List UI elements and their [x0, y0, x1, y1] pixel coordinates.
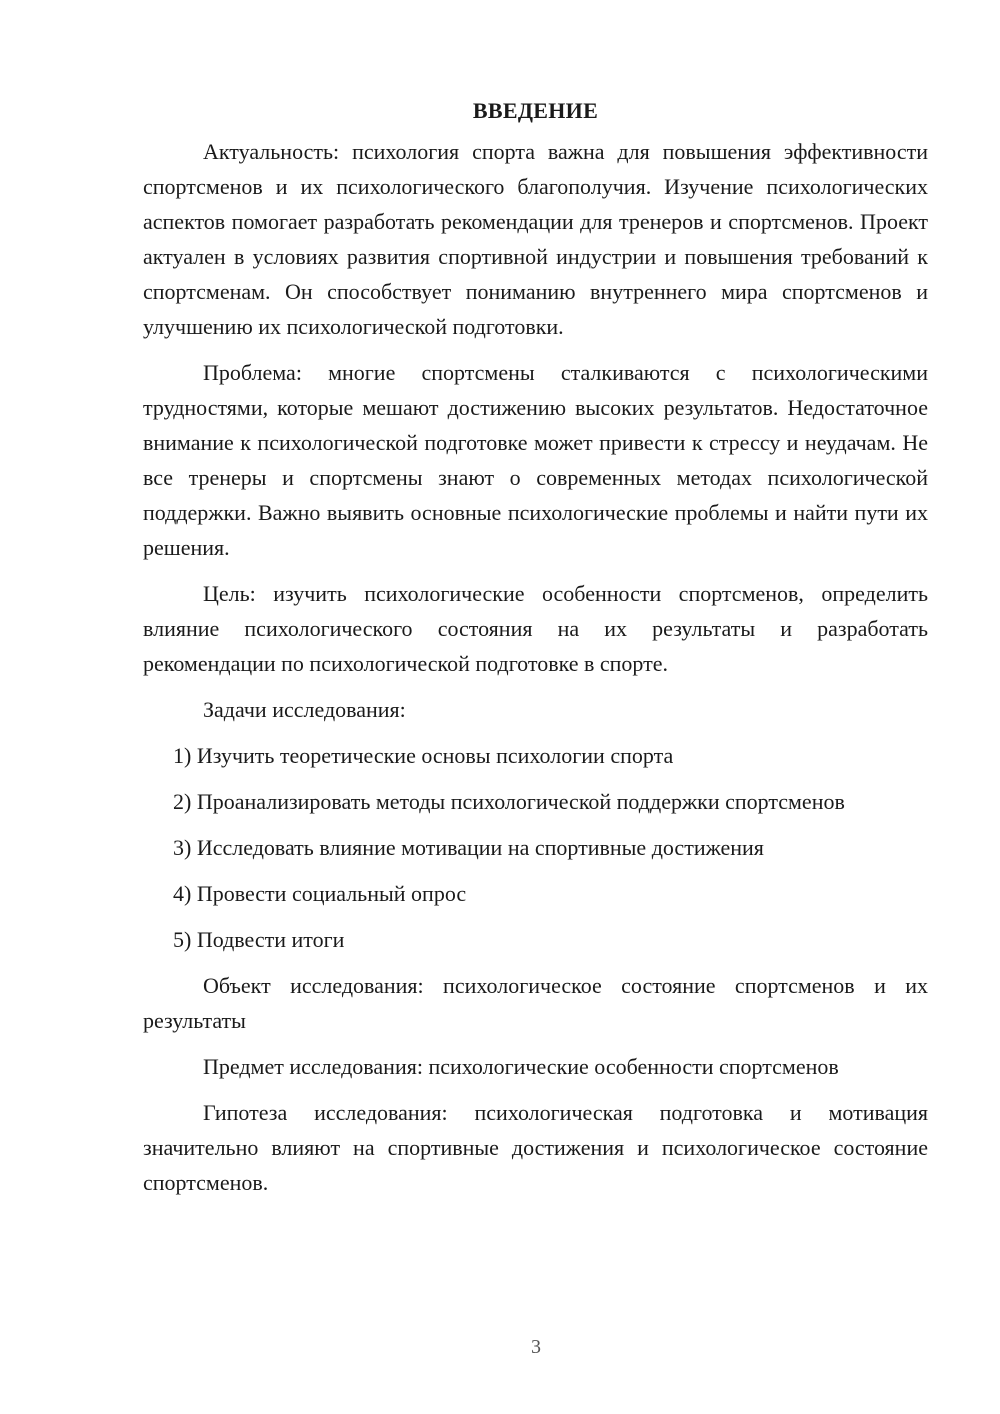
paragraph-goal: Цель: изучить психологические особенности спортсменов, определить влияние психологического состояния на их результаты и разработать рекомендации по психологической подготовке в спорте.	[143, 581, 928, 676]
paragraph-problem: Проблема: многие спортсмены сталкиваются с психологическими трудностями, которые мешают достижению высоких результатов. Недостаточное внимание к психологической подготовке может привести к стрессу и неудачам. Не все тренеры и спортсмены знают о современных методах психологической поддержки. Важно выявить основные психологические проблемы и найти пути их решения.	[143, 360, 928, 560]
section-title: ВВЕДЕНИЕ	[472, 98, 599, 123]
paragraph-object: Объект исследования: психологическое состояние спортсменов и их результаты	[143, 973, 928, 1033]
paragraph-hypothesis: Гипотеза исследования: психологическая подготовка и мотивация значительно влияют на спортивные достижения и психологическое состояние спортсменов.	[143, 1100, 928, 1195]
task-item: 3) Исследовать влияние мотивации на спортивные достижения	[173, 835, 764, 860]
page-number: 3	[531, 1336, 541, 1358]
task-item: 2) Проанализировать методы психологической поддержки спортсменов	[173, 789, 845, 814]
paragraph-relevance: Актуальность: психология спорта важна для повышения эффективности спортсменов и их психологического благополучия. Изучение психологических аспектов помогает разработать рекомендации для тренеров и спортсменов. Проект актуален в условиях развития спортивной индустрии и повышения требований к спортсменам. Он способствует пониманию внутреннего мира спортсменов и улучшению их психологической подготовки.	[143, 139, 928, 339]
page-content	[143, 96, 928, 1211]
task-item: 1) Изучить теоретические основы психологии спорта	[173, 743, 674, 768]
paragraph-subject: Предмет исследования: психологические особенности спортсменов	[203, 1054, 839, 1079]
tasks-heading: Задачи исследования:	[203, 697, 406, 722]
task-item: 4) Провести социальный опрос	[173, 881, 467, 906]
task-item: 5) Подвести итоги	[173, 927, 345, 952]
